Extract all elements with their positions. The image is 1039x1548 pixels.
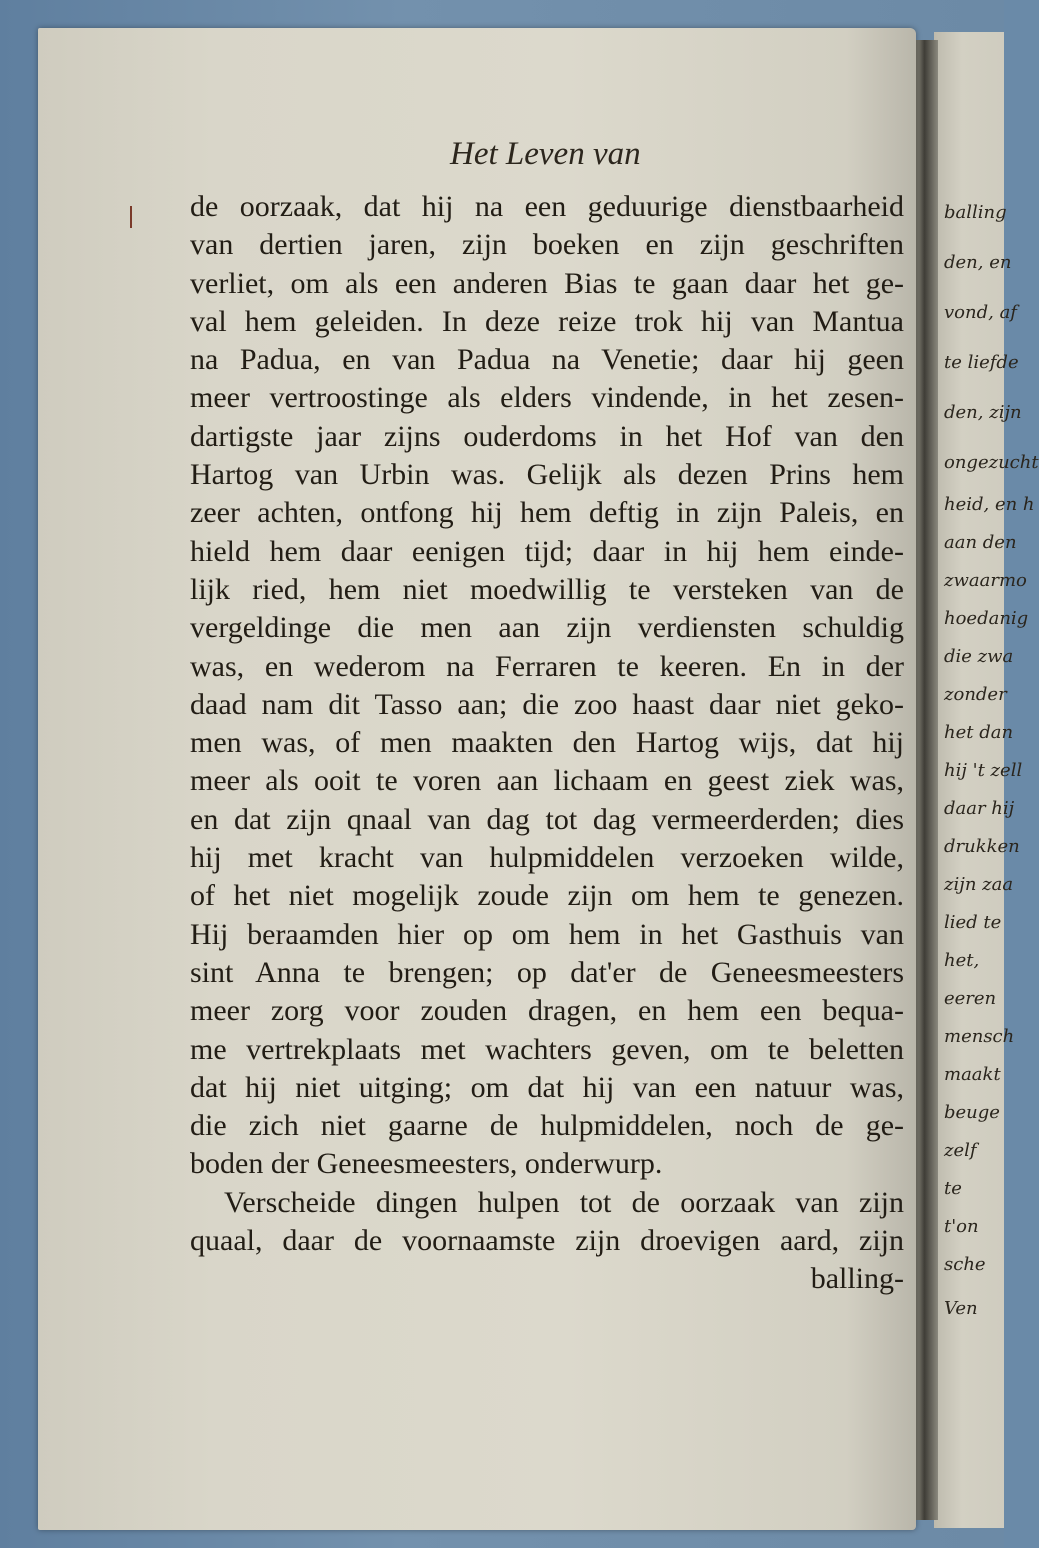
text-line: die zich niet gaarne de hulpmiddelen, noch de ge- xyxy=(190,1109,904,1143)
facing-fragment: te xyxy=(944,1178,962,1199)
text-line: dartigste jaar zijns ouderdoms in het Hof van den xyxy=(190,419,904,453)
facing-fragment: die zwa xyxy=(944,646,1014,667)
text-line: Hij beraamden hier op om hem in het Gasthuis van xyxy=(190,917,904,951)
text-line: of het niet mogelijk zoude zijn om hem te genezen. xyxy=(190,879,904,913)
facing-fragment: den, zijn xyxy=(944,402,1022,423)
facing-fragment: daar hij xyxy=(944,798,1015,819)
text-line: Hartog van Urbin was. Gelijk als dezen Prins hem xyxy=(190,458,904,492)
text-line-paragraph-end: boden der Geneesmeesters, onderwurp. xyxy=(190,1147,663,1181)
facing-fragment: het dan xyxy=(944,722,1014,743)
text-line: verliet, om als een anderen Bias te gaan daar het ge- xyxy=(190,266,904,300)
facing-fragment: het, xyxy=(944,950,980,971)
text-line-paragraph-start: Verscheide dingen hulpen tot de oorzaak van zijn xyxy=(224,1185,904,1219)
facing-fragment: Ven xyxy=(944,1298,978,1319)
facing-fragment: sche xyxy=(944,1254,986,1275)
facing-fragment: eeren xyxy=(944,988,997,1009)
facing-fragment: den, en xyxy=(944,252,1012,273)
catchword: balling- xyxy=(810,1262,904,1296)
text-line: me vertrekplaats met wachters geven, om te beletten xyxy=(190,1032,904,1066)
running-head: Het Leven van xyxy=(450,136,641,172)
facing-fragment: vond, af xyxy=(944,302,1017,323)
text-line: dat hij niet uitging; om dat hij van een natuur was, xyxy=(190,1070,904,1104)
facing-fragment: zelf xyxy=(944,1140,977,1161)
text-line: hield hem daar eenigen tijd; daar in hij hem einde- xyxy=(190,534,904,568)
facing-fragment: heid, en h xyxy=(944,494,1035,515)
facing-fragment: balling xyxy=(944,202,1007,223)
text-line: meer vertroostinge als elders vindende, in het zesen- xyxy=(190,381,904,415)
text-line: hij met kracht van hulpmiddelen verzoeken wilde, xyxy=(190,841,904,875)
text-line: zeer achten, ontfong hij hem deftig in zijn Paleis, en xyxy=(190,496,904,530)
text-line: na Padua, en van Padua na Venetie; daar hij geen xyxy=(190,343,904,377)
facing-fragment: lied te xyxy=(944,912,1002,933)
text-line: val hem geleiden. In deze reize trok hij van Mantua xyxy=(190,304,904,338)
facing-fragment: t'on xyxy=(944,1216,979,1237)
text-line: men was, of men maakten den Hartog wijs, dat hij xyxy=(190,726,904,760)
text-line: meer als ooit te voren aan lichaam en geest ziek was, xyxy=(190,764,904,798)
text-line: daad nam dit Tasso aan; die zoo haast daar niet geko- xyxy=(190,687,904,721)
facing-fragment: ongezucht xyxy=(944,452,1039,473)
text-line: de oorzaak, dat hij na een geduurige dienstbaarheid xyxy=(190,190,904,223)
facing-fragment: aan den xyxy=(944,532,1017,553)
facing-fragment: zijn zaa xyxy=(944,874,1014,895)
facing-fragment: drukken xyxy=(944,836,1020,857)
text-line: was, en wederom na Ferraren te keeren. En in der xyxy=(190,649,904,683)
facing-fragment: hij 't zell xyxy=(944,760,1023,781)
facing-fragment: zonder xyxy=(944,684,1007,705)
text-line: sint Anna te brengen; op dat'er de Geneesmeesters xyxy=(190,955,904,989)
text-line: lijk ried, hem niet moedwillig te versteken van de xyxy=(190,572,904,606)
text-line: en dat zijn qnaal van dag tot dag vermeerderden; dies xyxy=(190,802,904,836)
text-line: meer zorg voor zouden dragen, en hem een bequa- xyxy=(190,994,904,1028)
margin-ink-mark xyxy=(130,206,132,228)
text-line: vergeldinge die men aan zijn verdiensten schuldig xyxy=(190,611,904,645)
text-line: quaal, daar de voornaamste zijn droevigen aard, zijn xyxy=(190,1224,904,1258)
facing-fragment: maakt xyxy=(944,1064,1001,1085)
facing-fragment: te liefde xyxy=(944,352,1019,373)
facing-fragment: beuge xyxy=(944,1102,1000,1123)
facing-page-edge xyxy=(934,32,1039,1528)
body-text xyxy=(190,188,904,1299)
facing-fragment: mensch xyxy=(944,1026,1015,1047)
facing-fragment: hoedanig xyxy=(944,608,1029,629)
text-line: van dertien jaren, zijn boeken en zijn geschriften xyxy=(190,228,904,262)
facing-fragment: zwaarmo xyxy=(944,570,1027,591)
